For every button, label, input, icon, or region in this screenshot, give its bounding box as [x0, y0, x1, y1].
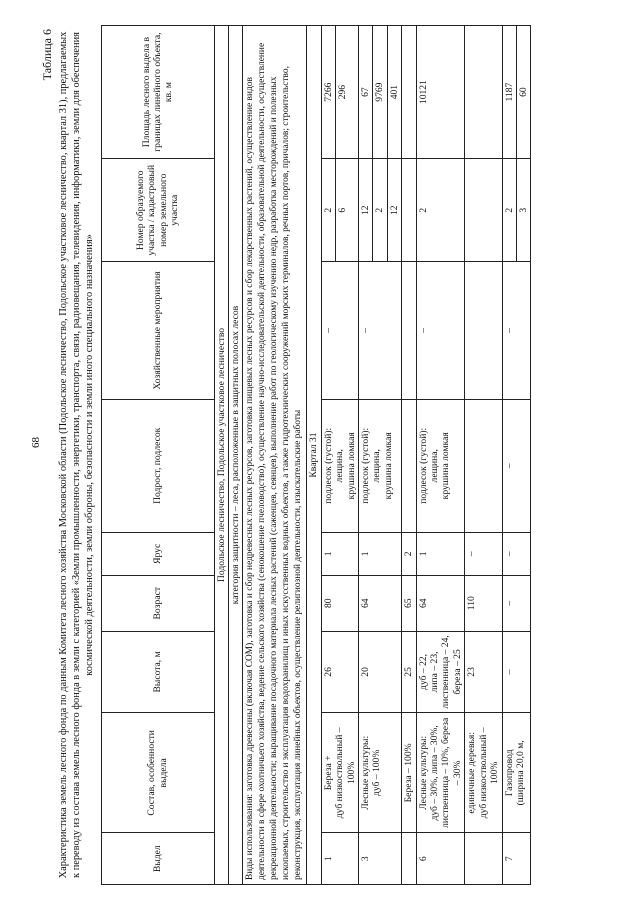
vydel-cell [359, 833, 402, 885]
undergrowth-cell [321, 399, 358, 532]
area-cell-line: 401 [387, 26, 400, 158]
usage-note: Виды использования: заготовка древесины (включая СОМ), заготовка и сбор недревесных лесных ресурсов, заготовка пищевых лесных ресурсов и сбор лекарственных растений, осуществление видов деятельности в сфере охотничьего хозяйства, ведение сельского хозяйства (сенокошение пчеловодство), осуществление научно-исследовательской деятельности, образовательной деятельности, осуществление рекреационной деятельности; выращивание посадочного материала лесных растений (саженцев, сеянцев), выполнение работ по геологическому изучению недр, разработка месторождений и полезных ископаемых, строительство и эксплуатация водохранилищ и иных искусственных водных объектов, а также гидротехнических сооружений морских терминалов, речных портов, причалов; строительство, реконструкция, эксплуатация линейных объектов, осуществление религиозной деятельности, изыскательские работы [243, 26, 307, 885]
composition-cell [321, 713, 358, 833]
vydel-cell [402, 833, 416, 885]
header-height: Высота, м [101, 631, 214, 713]
tier-cell [402, 532, 416, 575]
plot-number-cell [402, 159, 416, 262]
undergrowth-cell-line: подлесок (густой): [322, 427, 334, 504]
activities-cell-line: – [417, 328, 429, 333]
undergrowth-cell-line: – [503, 463, 515, 469]
undergrowth-cell [402, 399, 416, 532]
composition-cell [416, 713, 465, 833]
age-cell [502, 575, 531, 631]
table-row [465, 26, 502, 885]
vydel-cell-line: 6 [417, 856, 429, 862]
quarter-label: Квартал 31 [307, 26, 321, 885]
area-cell [359, 26, 402, 159]
composition-cell-line: дуб – 100% [371, 749, 383, 797]
tier-cell [465, 532, 502, 575]
plot-number-cell [321, 159, 358, 262]
height-cell [321, 631, 358, 713]
height-cell [465, 631, 502, 713]
area-cell-line: 9769 [372, 26, 385, 158]
composition-cell [359, 713, 402, 833]
plot-number-cell-line: 6 [335, 159, 348, 261]
section-title: Подольское лесничество, Подольское участковое лесничество [214, 26, 228, 885]
vydel-cell-line: 7 [503, 856, 515, 862]
activities-cell-line: – [503, 328, 515, 333]
height-cell-line: береза – 25 [451, 649, 463, 695]
age-cell [402, 575, 416, 631]
area-cell [502, 26, 531, 159]
table-caption: Характеристика земель лесного фонда по данным Комитета лесного хозяйства Московской области (Подольское лесничество, Подольское участковое лесничество, квартал 31), предлагаемых к переводу из состава земель лесного фонда в земли с категорией «Земли промышленности, энергетики, транспорта, связи, радиовещания, телевидения, информатики, земли для обеспечения космической деятельности, земли обороны, безопасности и земли иного специального назначения» [58, 31, 96, 879]
tier-cell-line: – [466, 551, 478, 557]
plot-number-cell-line: 12 [387, 159, 400, 261]
vydel-cell [502, 833, 531, 885]
age-cell-line: 65 [403, 598, 415, 609]
area-cell-line: 67 [360, 87, 372, 97]
undergrowth-cell-line: лещина, [371, 449, 383, 483]
composition-cell [465, 713, 502, 833]
undergrowth-cell [416, 399, 465, 532]
height-cell-line: дуб – 22, [417, 653, 429, 690]
header-tier: Ярус [101, 532, 214, 575]
table-row [359, 26, 402, 885]
height-cell [359, 631, 402, 713]
activities-cell-line: – [360, 328, 372, 333]
undergrowth-cell-line: крушина ломкая [382, 432, 394, 500]
height-cell [416, 631, 465, 713]
activities-cell-line: – [322, 328, 334, 333]
activities-cell [465, 262, 502, 399]
age-cell-line: 80 [322, 598, 334, 609]
age-cell-line: 110 [466, 596, 478, 611]
composition-cell-line: Газопровод [503, 749, 515, 797]
plot-number-cell [416, 159, 465, 262]
header-composition: Состав, особенности выдела [101, 713, 214, 833]
area-cell [402, 26, 416, 159]
activities-cell [359, 262, 402, 399]
plot-number-cell-line: 3 [516, 159, 529, 261]
composition-cell-line: лиственница – 10%, береза – 30% [440, 717, 463, 828]
tier-cell [321, 532, 358, 575]
undergrowth-cell-line: крушина ломкая [345, 432, 357, 500]
age-cell-line: 64 [360, 598, 372, 609]
undergrowth-cell [502, 399, 531, 532]
composition-cell-line: дуб низкоствольный – 100% [477, 727, 501, 819]
undergrowth-cell-line: подлесок (густой): [417, 427, 429, 504]
height-cell [402, 631, 416, 713]
composition-cell [502, 713, 531, 833]
age-cell [416, 575, 465, 631]
age-cell [359, 575, 402, 631]
height-cell-line: 26 [322, 667, 334, 677]
table-number: Таблица 6 [40, 29, 54, 81]
vydel-cell [321, 833, 358, 885]
page-number: 68 [30, 437, 42, 448]
composition-cell [402, 713, 416, 833]
area-cell-line: 60 [516, 26, 529, 158]
tier-cell [416, 532, 465, 575]
undergrowth-cell [465, 399, 502, 532]
activities-cell [416, 262, 465, 399]
tier-cell-line: 1 [360, 551, 372, 557]
table-row [502, 26, 531, 885]
area-cell-line: 296 [335, 26, 348, 158]
vydel-cell-line: 1 [322, 856, 334, 862]
header-vydel: Выдел [101, 833, 214, 885]
composition-cell-line: единичные деревья: [466, 732, 478, 814]
composition-cell-line: Лесные культуры: [417, 735, 429, 810]
undergrowth-cell-line: подлесок (густой): [360, 427, 372, 504]
vydel-cell [465, 833, 502, 885]
header-area: Площадь лесного выдела в границах линейного объекта, кв. м [101, 26, 214, 159]
area-cell [321, 26, 358, 159]
height-cell-line: – [503, 669, 515, 675]
table-row [321, 26, 358, 885]
composition-cell-line: дуб низкоствольный – 100% [334, 727, 357, 819]
plot-number-cell [502, 159, 531, 262]
plot-number-cell-line: 12 [360, 205, 372, 216]
header-undergrowth: Подрост, подлесок [101, 399, 214, 532]
table-row [402, 26, 416, 885]
activities-cell [321, 262, 358, 399]
table-header-row [101, 26, 214, 885]
activities-cell [402, 262, 416, 399]
undergrowth-cell-line: лещина, [334, 449, 346, 483]
composition-cell-line: дуб – 30%, липа – 30%, [429, 725, 441, 821]
undergrowth-cell-line: лещина, [429, 449, 441, 483]
area-cell-line: 10121 [417, 80, 429, 105]
header-plot-number: Номер образуемого участка / кадастровый номер земельного участка [101, 159, 214, 262]
area-cell-line: 7266 [322, 82, 334, 102]
composition-cell-line: Береза + [322, 755, 334, 791]
composition-cell-line: Береза – 100% [403, 743, 415, 803]
height-cell-line: 25 [403, 667, 415, 677]
tier-cell-line: 1 [417, 551, 429, 557]
tier-cell [359, 532, 402, 575]
plot-number-cell-line: 2 [322, 207, 334, 213]
protection-category: категория защитности – леса, расположенные в защитных полосах лесов [229, 26, 243, 885]
age-cell [321, 575, 358, 631]
area-cell [416, 26, 465, 159]
composition-cell-line: Лесные культуры: [360, 735, 372, 810]
height-cell-line: 23 [466, 667, 478, 677]
table-row [416, 26, 465, 885]
plot-number-cell-line: 2 [372, 159, 385, 261]
undergrowth-cell-line: крушина ломкая [440, 432, 452, 500]
plot-number-cell-line: 2 [417, 207, 429, 213]
tier-cell-line: 1 [322, 551, 334, 557]
area-cell [465, 26, 502, 159]
area-cell-line: 1187 [503, 82, 515, 102]
age-cell-line: 64 [417, 598, 429, 609]
age-cell-line: – [503, 600, 515, 606]
age-cell [465, 575, 502, 631]
forest-land-table [101, 25, 532, 885]
header-age: Возраст [101, 575, 214, 631]
tier-cell-line: 2 [403, 551, 415, 557]
activities-cell [502, 262, 531, 399]
vydel-cell [416, 833, 465, 885]
plot-number-cell-line: 2 [503, 207, 515, 213]
header-activities: Хозяйственные мероприятия [101, 262, 214, 399]
height-cell [502, 631, 531, 713]
plot-number-cell [465, 159, 502, 262]
plot-number-cell [359, 159, 402, 262]
undergrowth-cell [359, 399, 402, 532]
composition-cell-line: (ширина 20,0 м, [514, 740, 526, 806]
height-cell-line: 20 [360, 667, 372, 677]
height-cell-line: липа – 23, [429, 651, 441, 693]
tier-cell-line: – [503, 551, 515, 557]
rotated-page-content [40, 25, 600, 885]
tier-cell [502, 532, 531, 575]
height-cell-line: лиственница – 24, [440, 635, 452, 709]
vydel-cell-line: 3 [360, 856, 372, 862]
